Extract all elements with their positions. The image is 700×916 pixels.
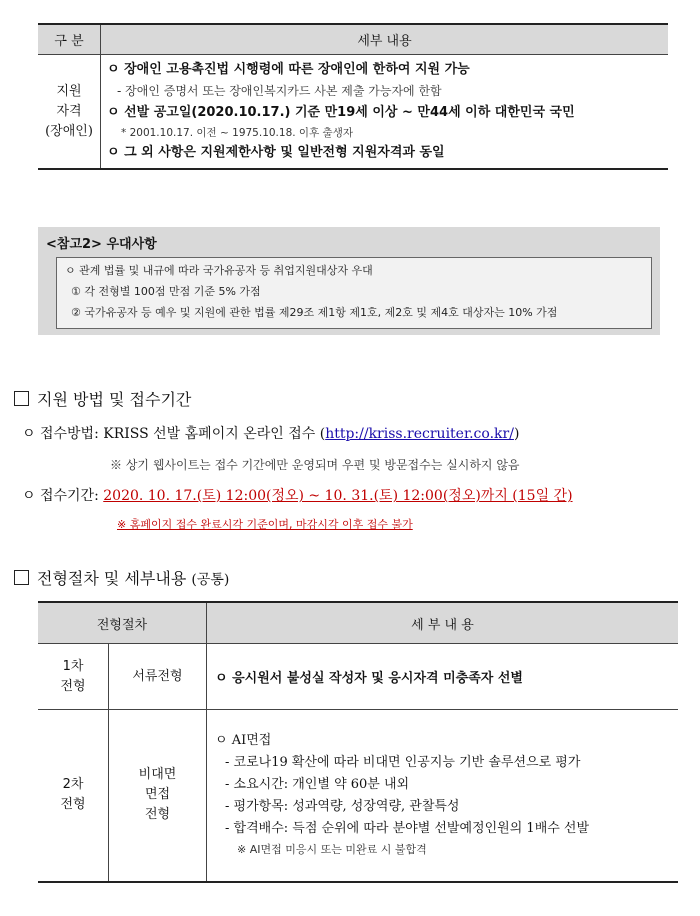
- detail-line: - 합격배수: 득점 순위에 따라 분야별 선발예정인원의 1배수 선발: [225, 821, 590, 837]
- section-suffix: (공통): [191, 572, 230, 588]
- qual-detail-cell: [101, 55, 669, 170]
- preference-title: <참고2> 우대사항: [46, 237, 157, 252]
- qual-label-line: (장애인): [45, 123, 93, 139]
- period-value: 2020. 10. 17.(토) 12:00(정오) ~ 10. 31.(토) 12:00(정오)까지 (15일 간): [103, 488, 573, 504]
- stage-cell: [38, 644, 109, 710]
- section-process: [14, 566, 229, 589]
- qual-line: - 장애인 증명서 또는 장애인복지카드 사본 제출 가능자에 한함: [117, 84, 442, 98]
- recruit-site-link[interactable]: http://kriss.recruiter.co.kr/: [325, 426, 514, 442]
- type-line: 비대면: [138, 767, 177, 783]
- qual-label-line: 지원: [56, 83, 82, 99]
- process-header-detail: 세 부 내 용: [207, 602, 679, 644]
- method-note: ※ 상기 웹사이트는 접수 기간에만 운영되며 우편 및 방문접수는 실시하지 않음: [110, 458, 520, 472]
- detail-cell: [207, 710, 679, 882]
- qualification-table: [38, 23, 668, 170]
- process-table: [38, 601, 678, 883]
- detail-line: - 코로나19 확산에 따라 비대면 인공지능 기반 솔루션으로 평가: [225, 755, 581, 771]
- period-note: ※ 홈페이지 접수 완료시각 기준이며, 마감시각 이후 접수 불가: [117, 518, 413, 531]
- stage-line: 1차: [62, 658, 84, 674]
- detail-line: ㅇ 응시원서 불성실 작성자 및 응시자격 미충족자 선별: [215, 671, 523, 686]
- qual-label-line: 자격: [56, 103, 82, 119]
- type-cell: [109, 710, 207, 882]
- checkbox-square-icon: [14, 391, 29, 406]
- detail-cell: [207, 644, 679, 710]
- qual-line: ㅇ 그 외 사항은 지원제한사항 및 일반전형 지원자격과 동일: [107, 145, 445, 160]
- section-title: 지원 방법 및 접수기간: [37, 390, 192, 409]
- stage-line: 2차: [62, 777, 84, 793]
- section-title: 전형절차 및 세부내용: [37, 569, 187, 588]
- type-line: 전형: [144, 807, 171, 823]
- detail-line: ※ AI면접 미응시 또는 미완료 시 불합격: [237, 843, 427, 857]
- detail-line: - 평가항목: 성과역량, 성장역량, 관찰특성: [225, 799, 460, 815]
- type-line: 서류전형: [132, 668, 183, 684]
- qual-header-detail: 세부 내용: [101, 24, 669, 55]
- stage-line: 전형: [60, 797, 86, 813]
- section-application-method: [14, 387, 191, 410]
- method-close: ): [513, 426, 520, 442]
- detail-line: - 소요시간: 개인별 약 60분 내외: [225, 777, 410, 793]
- qual-line: ㅇ 장애인 고용촉진법 시행령에 따른 장애인에 한하여 지원 가능: [107, 62, 470, 77]
- type-cell: [109, 644, 207, 710]
- preference-content: [56, 257, 652, 329]
- checkbox-square-icon: [14, 570, 29, 585]
- stage-line: 전형: [60, 678, 86, 694]
- qual-header-category: 구 분: [38, 24, 101, 55]
- qual-line: * 2001.10.17. 이전 ~ 1975.10.18. 이후 출생자: [121, 127, 353, 139]
- period-label: ㅇ 접수기간:: [22, 488, 104, 504]
- preference-line: ㅇ 관계 법률 및 내규에 따라 국가유공자 등 취업지원대상자 우대: [65, 264, 373, 277]
- type-line: 면접: [144, 787, 171, 803]
- preference-line: ① 각 전형별 100점 만점 기준 5% 가점: [71, 285, 261, 298]
- period-line: [22, 485, 573, 505]
- qual-line: ㅇ 선발 공고일(2020.10.17.) 기준 만19세 이상 ~ 만44세 이하 대한민국 국민: [107, 105, 575, 120]
- preference-line: ② 국가유공자 등 예우 및 지원에 관한 법률 제29조 제1항 제1호, 제2호 및 제4호 대상자는 10% 가점: [71, 306, 558, 319]
- method-label: ㅇ 접수방법: KRISS 선발 홈페이지 온라인 접수 (: [22, 426, 326, 442]
- qual-row-label: [38, 55, 101, 170]
- stage-cell: [38, 710, 109, 882]
- process-header-stage: 전형절차: [38, 602, 207, 644]
- method-line: [22, 423, 519, 443]
- detail-line: ㅇ AI면접: [215, 733, 272, 749]
- preference-box: [38, 227, 660, 335]
